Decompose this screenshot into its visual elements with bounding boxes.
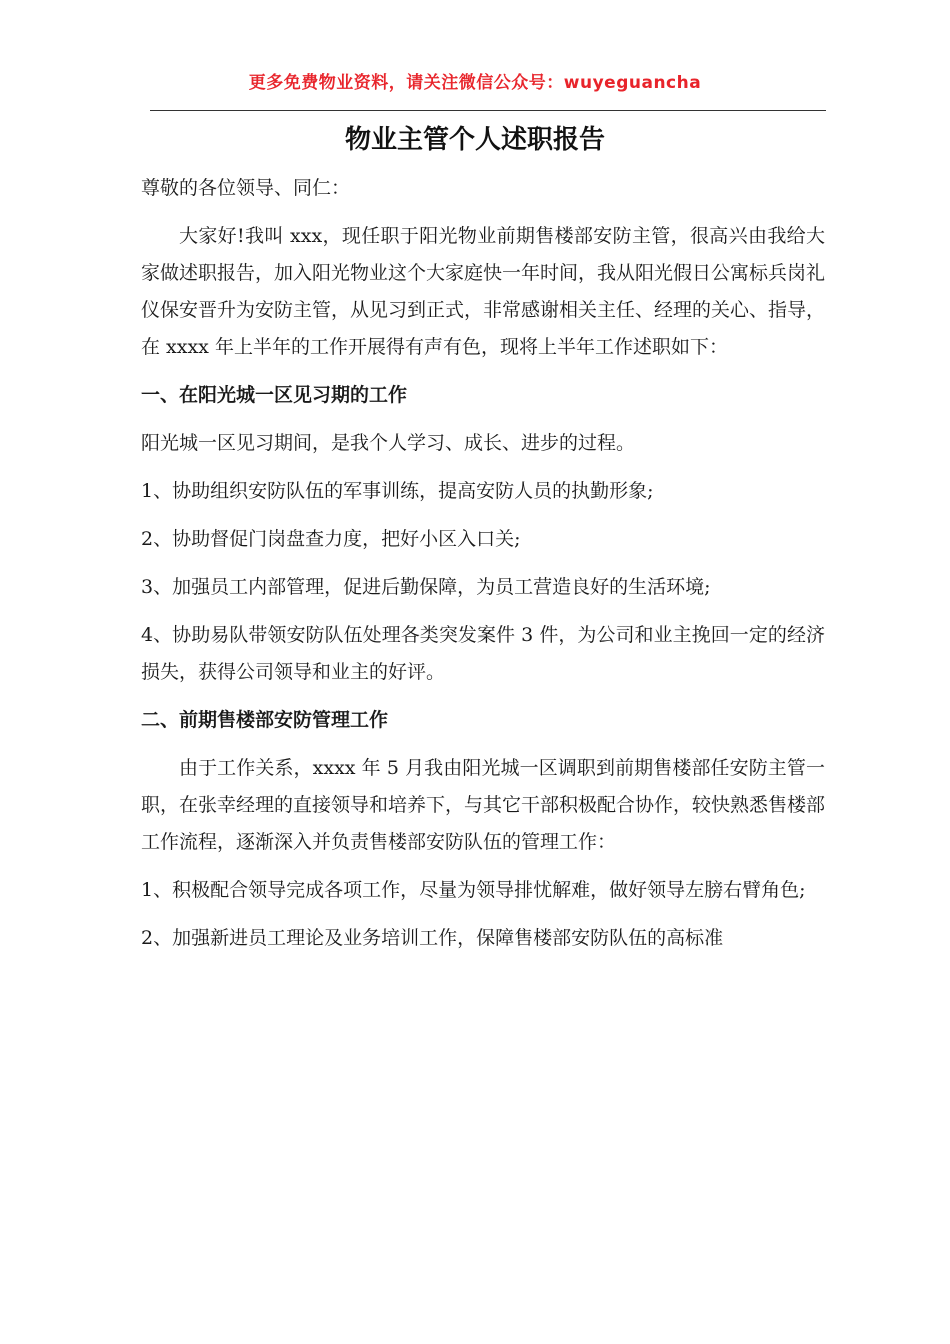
section-2-heading: 二、前期售楼部安防管理工作 bbox=[141, 709, 389, 731]
header-divider bbox=[150, 110, 826, 111]
section-2-item: 2、加强新进员工理论及业务培训工作，保障售楼部安防队伍的高标准 bbox=[141, 927, 724, 949]
section-2-item: 1、积极配合领导完成各项工作，尽量为领导排忧解难，做好领导左膀右臂角色; bbox=[141, 879, 806, 901]
section-1-item: 4、协助易队带领安防队伍处理各类突发案件 3 件，为公司和业主挽回一定的经济损失，获得公司领导和业主的好评。 bbox=[141, 624, 825, 683]
document-body bbox=[141, 170, 825, 968]
intro-paragraph: 大家好!我叫 xxx，现任职于阳光物业前期售楼部安防主管，很高兴由我给大家做述职报告，加入阳光物业这个大家庭快一年时间，我从阳光假日公寓标兵岗礼仪保安晋升为安防主管，从见习到正式，非常感谢相关主任、经理的关心、指导，在 xxxx 年上半年的工作开展得有声有色，现将上半年工作述职如下： bbox=[141, 225, 826, 358]
section-1-lead: 阳光城一区见习期间，是我个人学习、成长、进步的过程。 bbox=[141, 432, 636, 454]
salutation: 尊敬的各位领导、同仁： bbox=[141, 177, 351, 199]
section-1-item: 2、协助督促门岗盘查力度，把好小区入口关; bbox=[141, 528, 521, 550]
section-1-item: 3、加强员工内部管理，促进后勤保障，为员工营造良好的生活环境; bbox=[141, 576, 711, 598]
header-promo-note: 更多免费物业资料，请关注微信公众号：wuyeguancha bbox=[248, 73, 702, 93]
section-2-lead: 由于工作关系，xxxx 年 5 月我由阳光城一区调职到前期售楼部任安防主管一职，在张幸经理的直接领导和培养下，与其它干部积极配合协作，较快熟悉售楼部工作流程，逐渐深入并负责售楼部安防队伍的管理工作： bbox=[141, 757, 826, 853]
section-1-item: 1、协助组织安防队伍的军事训练，提高安防人员的执勤形象; bbox=[141, 480, 654, 502]
document-title: 物业主管个人述职报告 bbox=[344, 125, 605, 155]
section-1-heading: 一、在阳光城一区见习期的工作 bbox=[141, 384, 408, 406]
